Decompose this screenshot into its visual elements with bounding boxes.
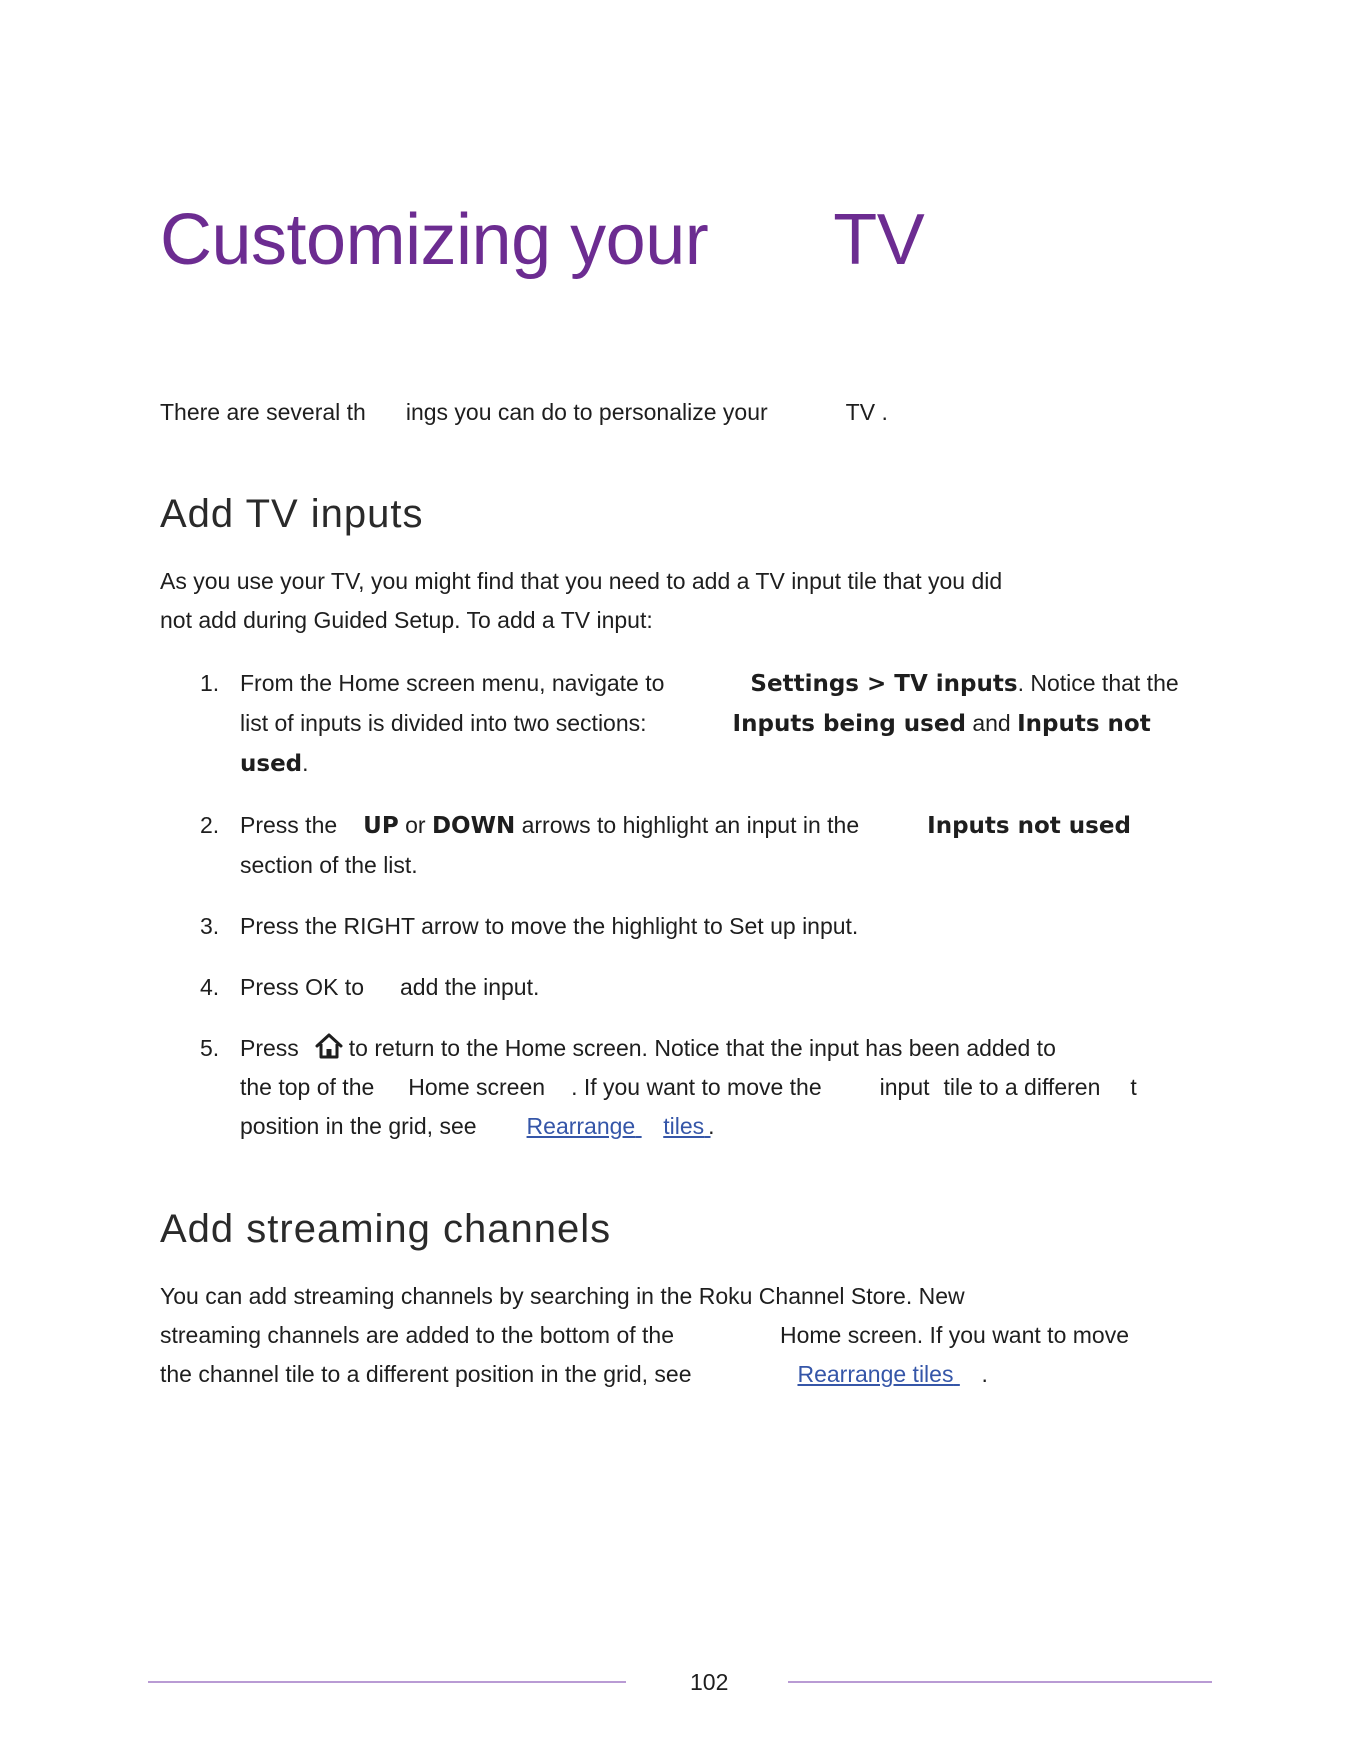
page-title-part1: Customizing your bbox=[160, 200, 709, 280]
step-2-text-b: or bbox=[405, 812, 426, 838]
rearrange-tiles-link-2[interactable]: Rearrange tiles bbox=[797, 1361, 954, 1387]
home-icon bbox=[315, 1032, 343, 1058]
step-2 bbox=[160, 806, 1220, 885]
add-channels-line3a: the channel tile to a different position in the grid, see bbox=[160, 1361, 692, 1387]
step-2-text-c: arrows to highlight an input in the bbox=[521, 812, 860, 838]
ui-up: UP bbox=[363, 813, 399, 839]
step-1-text-e: . bbox=[302, 750, 309, 776]
step-5-text-c: the top of the bbox=[240, 1074, 375, 1100]
add-channels-line2b: Home screen. If you want to move bbox=[780, 1322, 1129, 1348]
step-2-text-d: section of the list. bbox=[240, 852, 418, 878]
ui-down: DOWN bbox=[431, 813, 516, 839]
step-number: 4. bbox=[200, 974, 220, 1000]
ui-settings-tv-inputs: Settings > TV inputs bbox=[750, 671, 1018, 697]
step-number: 3. bbox=[200, 913, 220, 939]
step-1-text-c: list of inputs is divided into two sections: bbox=[240, 710, 647, 736]
heading-add-tv-inputs: Add TV inputs bbox=[160, 492, 424, 536]
heading-add-streaming-channels: Add streaming channels bbox=[160, 1207, 612, 1251]
step-5-text-i: position in the grid, see bbox=[240, 1113, 477, 1139]
step-5-text-b: to return to the Home screen. Notice that the input has been added to bbox=[348, 1035, 1056, 1061]
footer-rule-left bbox=[148, 1681, 626, 1683]
rearrange-link-part1[interactable]: Rearrange bbox=[526, 1113, 636, 1139]
intro-text-2: ings you can do to personalize your bbox=[405, 399, 768, 425]
step-number: 1. bbox=[200, 670, 220, 696]
step-5-text-g: tile to a differen bbox=[943, 1074, 1101, 1100]
add-channels-line3b: . bbox=[981, 1361, 988, 1387]
step-5-text-e: . If you want to move the bbox=[571, 1074, 822, 1100]
add-channels-line1: You can add streaming channels by searching in the Roku Channel Store. New bbox=[160, 1283, 965, 1309]
intro-text-4: . bbox=[881, 399, 888, 425]
page-number: 102 bbox=[690, 1669, 729, 1695]
step-5-text-a: Press bbox=[240, 1035, 299, 1061]
step-number: 5. bbox=[200, 1035, 220, 1061]
step-4-text-b: add the input. bbox=[399, 974, 540, 1000]
ui-inputs-being-used: Inputs being used bbox=[732, 711, 966, 737]
step-5-text-f: input bbox=[879, 1074, 930, 1100]
ui-inputs-not-used: Inputs not used bbox=[927, 813, 1131, 839]
intro-text-3: TV bbox=[845, 399, 876, 425]
step-1-text-d: and bbox=[972, 710, 1011, 736]
step-3-text: Press the RIGHT arrow to move the highlight to Set up input. bbox=[240, 913, 859, 939]
step-1-text-b: . Notice that the bbox=[1017, 670, 1179, 696]
step-5 bbox=[160, 1029, 1220, 1146]
add-inputs-intro bbox=[160, 562, 1002, 640]
step-number: 2. bbox=[200, 812, 220, 838]
step-5-text-h: t bbox=[1130, 1074, 1137, 1100]
add-inputs-intro-line1: As you use your TV, you might find that you need to add a TV input tile that you did bbox=[160, 568, 1003, 594]
step-4-text-a: Press OK to bbox=[240, 974, 364, 1000]
step-1-text-a: From the Home screen menu, navigate to bbox=[240, 670, 665, 696]
intro-paragraph bbox=[160, 396, 888, 428]
page-title-part2: TV bbox=[833, 200, 925, 280]
step-3 bbox=[160, 907, 1220, 946]
step-2-text-a: Press the bbox=[240, 812, 338, 838]
step-5-text-d: Home screen bbox=[408, 1074, 546, 1100]
ui-inputs-not: Inputs not bbox=[1017, 711, 1151, 737]
step-4 bbox=[160, 968, 1220, 1007]
add-inputs-steps bbox=[160, 664, 1220, 1146]
footer-rule-right bbox=[788, 1681, 1212, 1683]
rearrange-tiles-link[interactable]: tiles bbox=[663, 1113, 705, 1139]
add-channels-line2a: streaming channels are added to the bottom of the bbox=[160, 1322, 674, 1348]
intro-text-1: There are several th bbox=[160, 399, 366, 425]
step-1 bbox=[160, 664, 1220, 784]
add-channels-paragraph bbox=[160, 1277, 1129, 1394]
add-inputs-intro-line2: not add during Guided Setup. To add a TV input: bbox=[160, 607, 653, 633]
page-title bbox=[160, 195, 924, 285]
step-5-text-j: . bbox=[708, 1113, 715, 1139]
ui-used: used bbox=[240, 751, 303, 777]
